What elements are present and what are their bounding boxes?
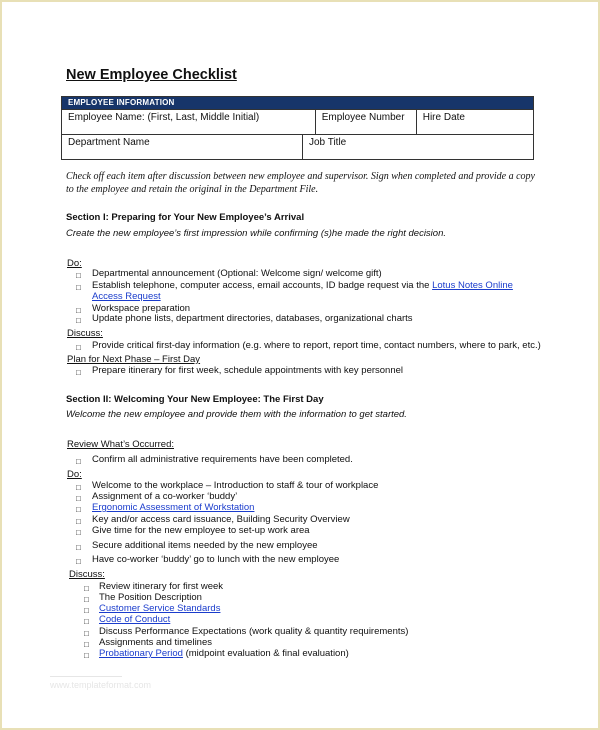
list-item — [92, 280, 513, 291]
section1-title: Section I: Preparing for Your New Employee’s Arrival — [66, 212, 305, 223]
section2-review-label: Review What’s Occurred: — [67, 439, 174, 450]
checkbox[interactable]: □ — [76, 505, 81, 514]
list-item: Workspace preparation — [92, 303, 191, 314]
table-header: EMPLOYEE INFORMATION — [62, 97, 534, 110]
list-item-text: (midpoint evaluation & final evaluation) — [185, 648, 349, 659]
checkbox[interactable]: □ — [84, 617, 89, 626]
section2-title: Section II: Welcoming Your New Employee: The First Day — [66, 394, 324, 405]
list-item: Departmental announcement (Optional: Welcome sign/ welcome gift) — [92, 268, 382, 279]
intro-text: Check off each item after discussion between new employee and supervisor. Sign when completed and provide a copy to the employee and retain the original in the Department File. — [66, 171, 535, 195]
checkbox[interactable]: □ — [76, 271, 81, 280]
section2-discuss-label: Discuss: — [69, 569, 105, 580]
checkbox[interactable]: □ — [76, 543, 81, 552]
list-item: Confirm all administrative requirements have been completed. — [92, 454, 353, 465]
checkbox[interactable]: □ — [84, 584, 89, 593]
checkbox[interactable]: □ — [76, 316, 81, 325]
list-item: The Position Description — [99, 592, 202, 603]
list-item: Provide critical first-day information (e.g. where to report, report time, contact numbers, where to park, etc.) — [92, 340, 541, 351]
section1-plan-label: Plan for Next Phase – First Day — [67, 354, 201, 365]
list-item: Give time for the new employee to set-up work area — [92, 525, 310, 536]
list-item: Assignments and timelines — [99, 637, 212, 648]
checkbox[interactable]: □ — [76, 528, 81, 537]
employee-name-field[interactable]: Employee Name: (First, Last, Middle Initial) — [62, 110, 316, 135]
checkbox[interactable]: □ — [84, 629, 89, 638]
customer-service-standards-link[interactable]: Customer Service Standards — [99, 603, 221, 614]
employee-number-field[interactable]: Employee Number — [315, 110, 416, 135]
ergonomic-assessment-link[interactable]: Ergonomic Assessment of Workstation — [92, 502, 255, 513]
checkbox[interactable]: □ — [76, 457, 81, 466]
page-title: New Employee Checklist — [66, 67, 237, 83]
checkbox[interactable]: □ — [84, 595, 89, 604]
hire-date-field[interactable]: Hire Date — [416, 110, 533, 135]
list-item: Welcome to the workplace – Introduction to staff & tour of workplace — [92, 480, 379, 491]
section1-discuss-label: Discuss: — [67, 328, 103, 339]
checkbox[interactable]: □ — [76, 283, 81, 292]
list-item: Assignment of a co-worker ‘buddy’ — [92, 491, 238, 502]
checkbox[interactable]: □ — [84, 606, 89, 615]
checkbox[interactable]: □ — [76, 343, 81, 352]
lotus-notes-link[interactable]: Lotus Notes Online — [432, 280, 513, 291]
job-title-field[interactable]: Job Title — [303, 135, 534, 160]
employee-info-table — [61, 96, 534, 160]
section2-subtitle: Welcome the new employee and provide them with the information to get started. — [66, 409, 407, 420]
list-item-continued — [92, 291, 161, 302]
section2-do-label: Do: — [67, 469, 82, 480]
checkbox[interactable]: □ — [76, 483, 81, 492]
section1-subtitle: Create the new employee’s first impression while confirming (s)he made the right decision. — [66, 228, 446, 239]
access-request-link[interactable]: Access Request — [92, 291, 161, 302]
list-item: Discuss Performance Expectations (work quality & quantity requirements) — [99, 626, 409, 637]
list-item: Key and/or access card issuance, Building Security Overview — [92, 514, 350, 525]
department-name-field[interactable]: Department Name — [62, 135, 303, 160]
list-item: Update phone lists, department directories, databases, organizational charts — [92, 313, 413, 324]
list-item — [99, 648, 349, 659]
list-item: Prepare itinerary for first week, schedule appointments with key personnel — [92, 365, 404, 376]
checkbox[interactable]: □ — [84, 640, 89, 649]
checkbox[interactable]: □ — [76, 494, 81, 503]
code-of-conduct-link[interactable]: Code of Conduct — [99, 614, 171, 625]
checkbox[interactable]: □ — [84, 651, 89, 660]
list-item-text: Establish telephone, computer access, email accounts, ID badge request via the — [92, 280, 430, 291]
watermark-divider — [50, 676, 122, 677]
checkbox[interactable]: □ — [76, 517, 81, 526]
watermark-text: www.templateformat.com — [50, 680, 152, 690]
checkbox[interactable]: □ — [76, 306, 81, 315]
probationary-period-link[interactable]: Probationary Period — [99, 648, 183, 659]
list-item: Have co-worker ‘buddy’ go to lunch with the new employee — [92, 554, 340, 565]
checkbox[interactable]: □ — [76, 368, 81, 377]
section1-do-label: Do: — [67, 258, 82, 269]
list-item: Secure additional items needed by the new employee — [92, 540, 318, 551]
checkbox[interactable]: □ — [76, 557, 81, 566]
list-item: Review itinerary for first week — [99, 581, 224, 592]
